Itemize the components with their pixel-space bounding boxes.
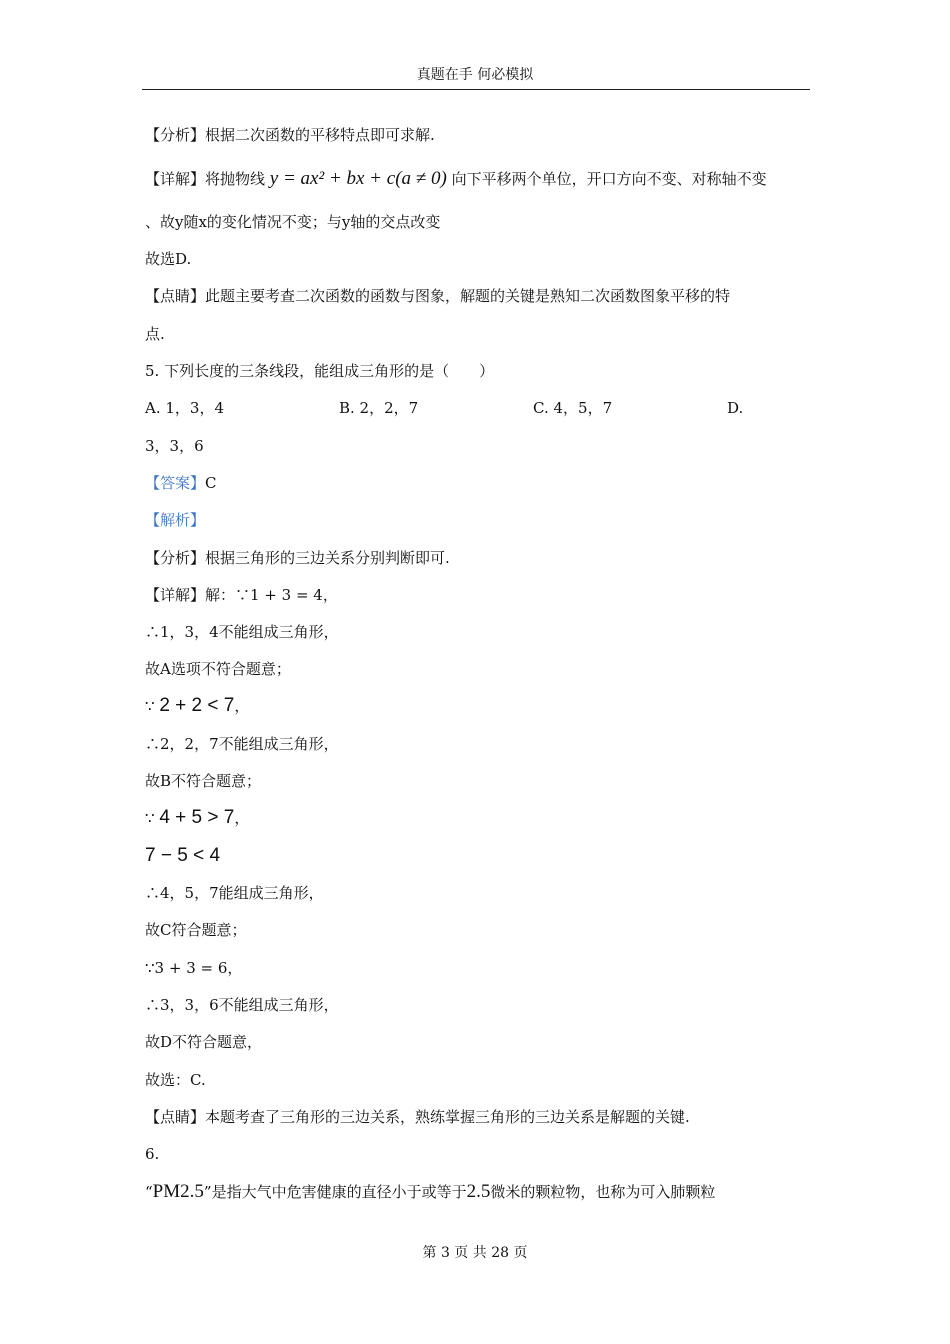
q5-line-2: ∴1，3，4不能组成三角形， <box>145 623 339 641</box>
q6-stem <box>145 1181 715 1203</box>
q4-choice: 故选D. <box>145 250 192 268</box>
q5-line-6: 故B不符合题意； <box>145 772 262 790</box>
q5-comment: 【点睛】本题考查了三角形的三边关系，熟练掌握三角形的三边关系是解题的关键. <box>145 1108 690 1126</box>
explain-label: 【解析】 <box>145 511 206 529</box>
q6-stem-mid: 是指大气中危害健康的直径小于或等于 <box>211 1183 467 1201</box>
answer-value: C <box>205 474 217 492</box>
comma: ， <box>234 809 250 827</box>
quote-close: ” <box>203 1183 212 1201</box>
quote-open: “ <box>145 1183 153 1201</box>
q5-detail-1: 【详解】解：∵1 + 3 = 4， <box>145 586 338 604</box>
q5-line-3: 故A选项不符合题意； <box>145 660 291 678</box>
q6-stem-end: 微米的颗粒物，也称为可入肺颗粒 <box>490 1183 716 1201</box>
q5-analysis: 【分析】根据三角形的三边关系分别判断即可. <box>145 549 450 567</box>
answer-label: 【答案】 <box>145 474 206 492</box>
comma: ， <box>234 697 250 715</box>
q5-line-9: ∴4，5，7能组成三角形， <box>145 884 324 902</box>
q5-option-d-cont: 3，3，6 <box>145 437 204 455</box>
q5-line-12: ∴3，3，6不能组成三角形， <box>145 996 339 1014</box>
q4-detail-suffix: 向下平移两个单位，开口方向不变、对称轴不变 <box>451 170 767 188</box>
q4-detail <box>145 168 767 190</box>
q4-detail-cont: 、故y随x的变化情况不变；与y轴的交点改变 <box>145 213 441 231</box>
q4-analysis: 【分析】根据二次函数的平移特点即可求解. <box>145 126 435 144</box>
q5-line-4 <box>145 695 249 717</box>
q5-math-7: 4 + 5 > 7 <box>159 807 235 828</box>
q5-option-b: B. 2，2，7 <box>339 399 419 417</box>
q5-math-4: 2 + 2 < 7 <box>159 695 235 716</box>
q6-number-value: 2.5 <box>466 1181 491 1202</box>
q6-number: 6. <box>145 1145 160 1163</box>
pm25: PM2.5 <box>152 1181 204 1202</box>
q5-math-8: 7 − 5 < 4 <box>145 845 221 866</box>
q5-line-13: 故D不符合题意， <box>145 1033 263 1051</box>
q5-line-7 <box>145 807 249 829</box>
q5-stem: 5. 下列长度的三条线段，能组成三角形的是（ ） <box>145 362 495 380</box>
q5-option-d: D. <box>727 399 744 417</box>
because-symbol: ∵ <box>145 697 155 715</box>
q5-line-5: ∴2，2，7不能组成三角形， <box>145 735 339 753</box>
because-symbol: ∵ <box>145 809 155 827</box>
q5-line-10: 故C符合题意； <box>145 921 247 939</box>
q5-line-8 <box>145 845 220 867</box>
page-header: 真题在手 何必模拟 <box>416 67 534 83</box>
q4-comment-1: 【点睛】此题主要考查二次函数的函数与图象，解题的关键是熟知二次函数图象平移的特 <box>145 287 731 305</box>
q5-option-c: C. 4，5，7 <box>533 399 613 417</box>
q4-comment-2: 点. <box>145 325 165 343</box>
q4-formula: y = ax² + bx + c(a ≠ 0) <box>269 168 447 189</box>
q5-line-11: ∵3 + 3 = 6， <box>145 959 243 977</box>
q5-option-a: A. 1，3，4 <box>145 399 224 417</box>
q5-line-14: 故选：C. <box>145 1071 206 1089</box>
q5-answer <box>145 472 217 494</box>
header-rule <box>142 89 810 90</box>
q4-detail-prefix: 【详解】将抛物线 <box>145 170 266 188</box>
page-footer: 第 3 页 共 28 页 <box>422 1245 528 1261</box>
